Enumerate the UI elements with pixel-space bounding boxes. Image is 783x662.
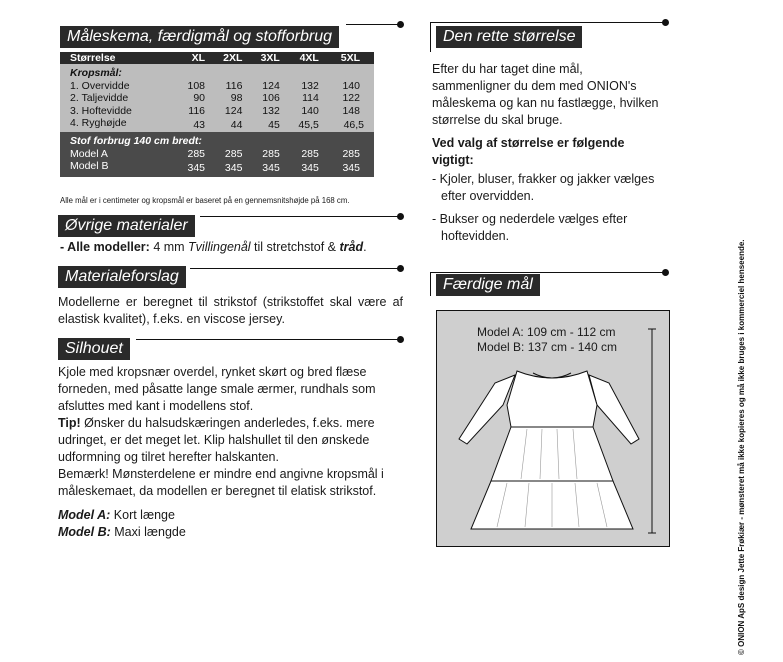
list-item: - Kjoler, bluser, frakker og jakker vælges efter overvidden. [432,172,655,203]
size-text [432,61,660,251]
cell: 285 [246,148,283,160]
cell: 124 [209,105,246,117]
tip-text: Ønsker du halsudskæringen anderledes, f.eks. mere udringet, er det meget let. Klip halshullet til den ønskede udformning og tilret herefter halskanten. [58,416,375,464]
cell: 148 [323,105,374,117]
cell: 132 [246,105,283,117]
silhouette-description: Kjole med kropsnær overdel, rynket skørt og bred flæse forneden, med påsatte lange smale ærmer, rundhals som afsluttes med kant i modellens stof. [58,365,376,413]
finished-measures-box [436,310,670,547]
table-row [60,160,374,176]
model-b-measure: Model B: 137 cm - 140 cm [477,340,618,354]
size-col: 5XL [323,52,374,64]
material-header: Materialeforslag [58,266,186,288]
model-b-label: Model B: [58,525,111,539]
cell: 43 [174,117,209,132]
material-text: Modellerne er beregnet til strikstof (strikstoffet skal være af elastisk kvalitet), f.eks. en viscose jersey. [58,295,403,326]
cell: 45,5 [284,117,323,132]
table-row [60,80,374,92]
cell: 285 [284,148,323,160]
right-column-rule [430,22,666,23]
cell: 45 [246,117,283,132]
cell: 345 [174,160,209,176]
text-span: 4 mm [149,240,189,254]
table-row [60,105,374,117]
model-a-measure: Model A: 109 cm - 112 cm [477,325,616,339]
cell: 345 [323,160,374,176]
size-col: 3XL [246,52,283,64]
cell: 345 [284,160,323,176]
cell: 285 [209,148,246,160]
section-rule-dot [397,265,404,272]
cell: 285 [323,148,374,160]
finished-header: Færdige mål [436,274,540,296]
cell: 106 [246,92,283,104]
size-col: 4XL [284,52,323,64]
size-col: XL [174,52,209,64]
finished-line [430,272,431,296]
cell: 108 [174,80,209,92]
section-rule-dot [397,213,404,220]
cell: 46,5 [323,117,374,132]
row-label: Model A [60,148,174,160]
twin-needle-label: Tvillingenål [188,240,251,254]
thread-label: tråd [339,240,364,254]
other-materials-text [60,239,405,256]
row-label: Model B [60,160,174,176]
finished-dot [662,269,669,276]
cell: 44 [209,117,246,132]
cell: 345 [209,160,246,176]
cell: 114 [284,92,323,104]
row-label: 4. Ryghøjde [60,117,174,132]
cell: 132 [284,80,323,92]
cell: 345 [246,160,283,176]
section-rule-dot [397,336,404,343]
text-span: . [363,240,367,254]
cell: 285 [174,148,209,160]
cell: 122 [323,92,374,104]
finished-rule [430,272,666,273]
size-header: Den rette størrelse [436,26,582,48]
size-intro: Efter du har taget dine mål, sammenligner du dem med ONION's måleskema og kan nu fastlægge, hvilken størrelse du skal bruge. [432,62,659,127]
row-label: 3. Hoftevidde [60,105,174,117]
model-a-line [58,507,403,524]
model-b-line [58,524,403,541]
silhouette-text [58,364,403,541]
size-label: Størrelse [60,52,174,64]
section-rule [190,268,402,269]
other-materials-header: Øvrige materialer [58,215,195,237]
size-important: Ved valg af størrelse er følgende vigtigt: [432,136,625,167]
dress-illustration [437,311,669,546]
list-item: - Bukser og nederdele vælges efter hoftevidden. [432,212,628,243]
copyright-side-text: © ONION ApS design Jette Frøkiær - mønsteret må ikke kopieres og må ikke bruges i kommerciel henseende. [737,239,746,655]
model-a-text: Kort længe [110,508,175,522]
header-rule [346,24,402,25]
row-label: 2. Taljevidde [60,92,174,104]
all-models-label: - Alle modeller: [60,240,150,254]
section-rule [136,339,402,340]
size-col: 2XL [209,52,246,64]
header-rule-dot [397,21,404,28]
cell: 116 [209,80,246,92]
size-bullets [432,171,660,245]
table-note: Alle mål er i centimeter og kropsmål er baseret på en gennemsnitshøjde på 168 cm. [60,196,350,205]
cell: 90 [174,92,209,104]
measurement-header: Måleskema, færdigmål og stofforbrug [60,26,339,48]
measurement-table [60,52,374,177]
cell: 116 [174,105,209,117]
text-span: til stretchstof & [250,240,340,254]
table-row [60,148,374,160]
silhouette-header: Silhouet [58,338,130,360]
cell: 140 [284,105,323,117]
table-row [60,92,374,104]
fabric-label: Stof forbrug 140 cm bredt: [60,132,374,147]
tip-paragraph [58,415,403,466]
right-column-dot [662,19,669,26]
table-row [60,117,374,132]
model-b-text: Maxi længde [110,525,186,539]
right-column-line [430,22,431,52]
note-paragraph: Bemærk! Mønsterdelene er mindre end angivne kropsmål i måleskemaet, da modellen er beregnet til elatisk strikstof. [58,467,384,498]
tip-label: Tip! [58,416,81,430]
cell: 124 [246,80,283,92]
body-label: Kropsmål: [60,64,374,79]
cell: 98 [209,92,246,104]
row-label: 1. Overvidde [60,80,174,92]
section-rule [200,216,402,217]
model-a-label: Model A: [58,508,111,522]
cell: 140 [323,80,374,92]
